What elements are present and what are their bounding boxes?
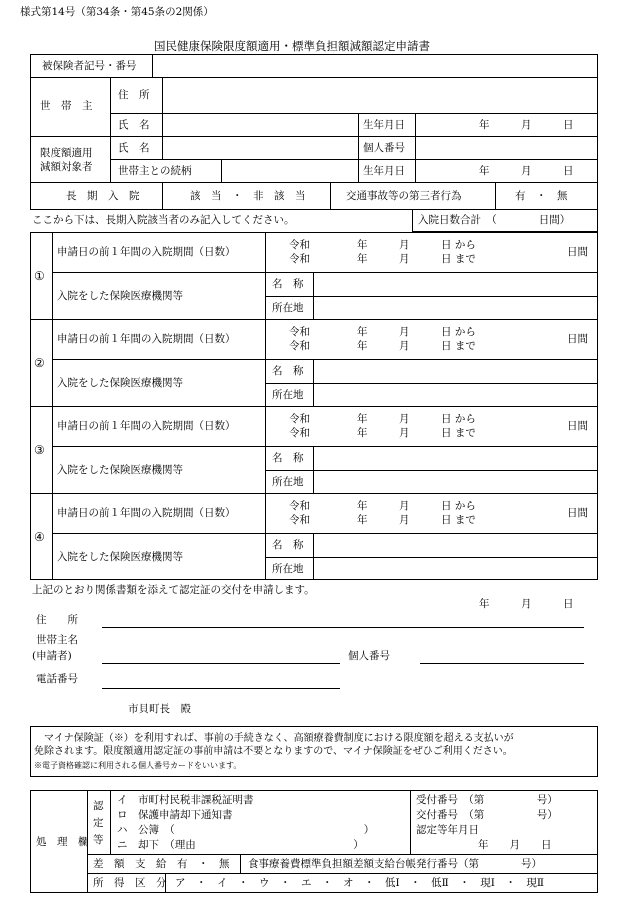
form-number: 様式第14号（第34条・第45条の2関係） bbox=[20, 6, 214, 18]
facility-addr-3: 所在地 bbox=[272, 476, 304, 488]
applicant-address-label: 住 所 bbox=[36, 614, 78, 626]
income-label: 所 得 区 分 bbox=[93, 877, 167, 889]
period-label-4: 申請日の前１年間の入院期間（日数） bbox=[57, 507, 236, 519]
from-date-2[interactable]: 年 月 日 から bbox=[357, 326, 476, 338]
head-name-line[interactable] bbox=[102, 663, 340, 664]
head-name-label: 世帯主名 bbox=[36, 634, 78, 646]
personal-number-line[interactable] bbox=[420, 663, 584, 664]
relation-label: 世帯主との続柄 bbox=[118, 165, 192, 177]
birthdate2-format: 年 月 日 bbox=[479, 165, 574, 177]
facility-name-4: 名 称 bbox=[272, 539, 304, 551]
to-date-4[interactable]: 年 月 日 まで bbox=[357, 514, 476, 526]
entry-number-2: ② bbox=[34, 356, 45, 370]
facility-name-1: 名 称 bbox=[272, 278, 304, 290]
office-item-4[interactable]: ニ 却下 （理由 ） bbox=[117, 839, 364, 851]
notice-line1: マイナ保険証（※）を利用すれば、事前の手続きなく、高額療養費制度における限度額を超える支払いが bbox=[44, 733, 514, 744]
entry-number-3: ③ bbox=[34, 443, 45, 457]
reiwa-from-4: 令和 bbox=[289, 500, 310, 512]
facility-name-3: 名 称 bbox=[272, 452, 304, 464]
facility-label-2: 入院をした保険医療機関等 bbox=[57, 377, 183, 389]
birthdate-label: 生年月日 bbox=[363, 119, 405, 131]
address-label: 住 所 bbox=[118, 89, 150, 101]
cert-label: 認 定 等 bbox=[93, 800, 104, 846]
receipt-number: 受付番号 （第 号） bbox=[416, 794, 558, 806]
facility-label-1: 入院をした保険医療機関等 bbox=[57, 290, 183, 302]
days-1: 日間 bbox=[567, 246, 588, 258]
reiwa-from-2: 令和 bbox=[289, 326, 310, 338]
from-date-3[interactable]: 年 月 日 から bbox=[357, 413, 476, 425]
long-stay-options[interactable]: 該 当 ・ 非 該 当 bbox=[190, 190, 306, 202]
traffic-options[interactable]: 有 ・ 無 bbox=[515, 190, 568, 202]
notice-footnote: ※電子資格確認に利用される個人番号カードをいいます。 bbox=[34, 761, 242, 770]
reiwa-from-1: 令和 bbox=[289, 239, 310, 251]
from-date-1[interactable]: 年 月 日 から bbox=[357, 239, 476, 251]
period-label-2: 申請日の前１年間の入院期間（日数） bbox=[57, 333, 236, 345]
days-4: 日間 bbox=[567, 507, 588, 519]
insured-symbol-label: 被保険者記号・番号 bbox=[42, 60, 137, 72]
from-date-4[interactable]: 年 月 日 から bbox=[357, 500, 476, 512]
phone-label: 電話番号 bbox=[36, 673, 78, 685]
period-label-3: 申請日の前１年間の入院期間（日数） bbox=[57, 420, 236, 432]
office-item-3[interactable]: ハ 公簿 （ ） bbox=[117, 824, 375, 836]
application-date[interactable]: 年 月 日 bbox=[479, 598, 574, 610]
entry-number-4: ④ bbox=[34, 530, 45, 544]
name-label: 氏 名 bbox=[118, 119, 150, 131]
issue-number: 交付番号 （第 号） bbox=[416, 809, 558, 821]
cert-date-label: 認定等年月日 bbox=[416, 824, 479, 836]
total-days: 入院日数合計 （ 日間） bbox=[418, 214, 571, 226]
phone-line[interactable] bbox=[102, 688, 340, 689]
facility-name-2: 名 称 bbox=[272, 365, 304, 377]
office-item-1[interactable]: イ 市町村民税非課税証明書 bbox=[117, 794, 254, 806]
personal-number-label: 個人番号 bbox=[363, 142, 405, 154]
office-item-2[interactable]: ロ 保護申請却下通知書 bbox=[117, 809, 233, 821]
long-stay-note: ここから下は、長期入院該当者のみ記入してください。 bbox=[32, 214, 295, 226]
birthdate2-label: 生年月日 bbox=[363, 165, 405, 177]
applicant-label: (申請者) bbox=[32, 650, 72, 662]
days-2: 日間 bbox=[567, 333, 588, 345]
form-title: 国民健康保険限度額適用・標準負担額減額認定申請書 bbox=[154, 39, 430, 53]
long-stay-label: 長 期 入 院 bbox=[66, 190, 140, 202]
facility-label-4: 入院をした保険医療機関等 bbox=[57, 551, 183, 563]
days-3: 日間 bbox=[567, 420, 588, 432]
applicant-address-line[interactable] bbox=[102, 627, 584, 628]
reiwa-to-3: 令和 bbox=[289, 427, 310, 439]
diff-payment[interactable]: 差 額 支 給 有 ・ 無 bbox=[93, 858, 230, 870]
household-head-label: 世 帯 主 bbox=[40, 100, 93, 112]
ledger-number: 食事療養費標準負担額差額支給台帳発行番号（第 号） bbox=[248, 858, 542, 870]
facility-label-3: 入院をした保険医療機関等 bbox=[57, 464, 183, 476]
birthdate-format: 年 月 日 bbox=[479, 119, 574, 131]
mayor-address: 市貝町長 殿 bbox=[128, 703, 191, 715]
reiwa-to-4: 令和 bbox=[289, 514, 310, 526]
reiwa-from-3: 令和 bbox=[289, 413, 310, 425]
traffic-label: 交通事故等の第三者行為 bbox=[346, 190, 462, 202]
to-date-3[interactable]: 年 月 日 まで bbox=[357, 427, 476, 439]
reiwa-to-2: 令和 bbox=[289, 340, 310, 352]
to-date-2[interactable]: 年 月 日 まで bbox=[357, 340, 476, 352]
income-values[interactable]: ア ・ イ ・ ウ ・ エ ・ オ ・ 低Ⅰ ・ 低Ⅱ ・ 現Ⅰ ・ 現Ⅱ bbox=[175, 877, 545, 889]
name2-label: 氏 名 bbox=[118, 142, 150, 154]
cert-date-value: 年 月 日 bbox=[478, 839, 552, 851]
reiwa-to-1: 令和 bbox=[289, 253, 310, 265]
target-person-label: 限度額適用 減額対象者 bbox=[40, 147, 93, 173]
period-label-1: 申請日の前１年間の入院期間（日数） bbox=[57, 246, 236, 258]
facility-addr-4: 所在地 bbox=[272, 563, 304, 575]
application-statement: 上記のとおり関係書類を添えて認定証の交付を申請します。 bbox=[32, 584, 315, 596]
notice-line2: 免除されます。限度額適用認定証の事前申請は不要となりますので、マイナ保険証をぜひご利用ください。 bbox=[34, 746, 513, 757]
office-label: 処 理 欄 bbox=[36, 836, 89, 848]
entry-number-1: ① bbox=[34, 269, 45, 283]
to-date-1[interactable]: 年 月 日 まで bbox=[357, 253, 476, 265]
personal-number-label-2: 個人番号 bbox=[348, 650, 390, 662]
facility-addr-2: 所在地 bbox=[272, 389, 304, 401]
facility-addr-1: 所在地 bbox=[272, 302, 304, 314]
